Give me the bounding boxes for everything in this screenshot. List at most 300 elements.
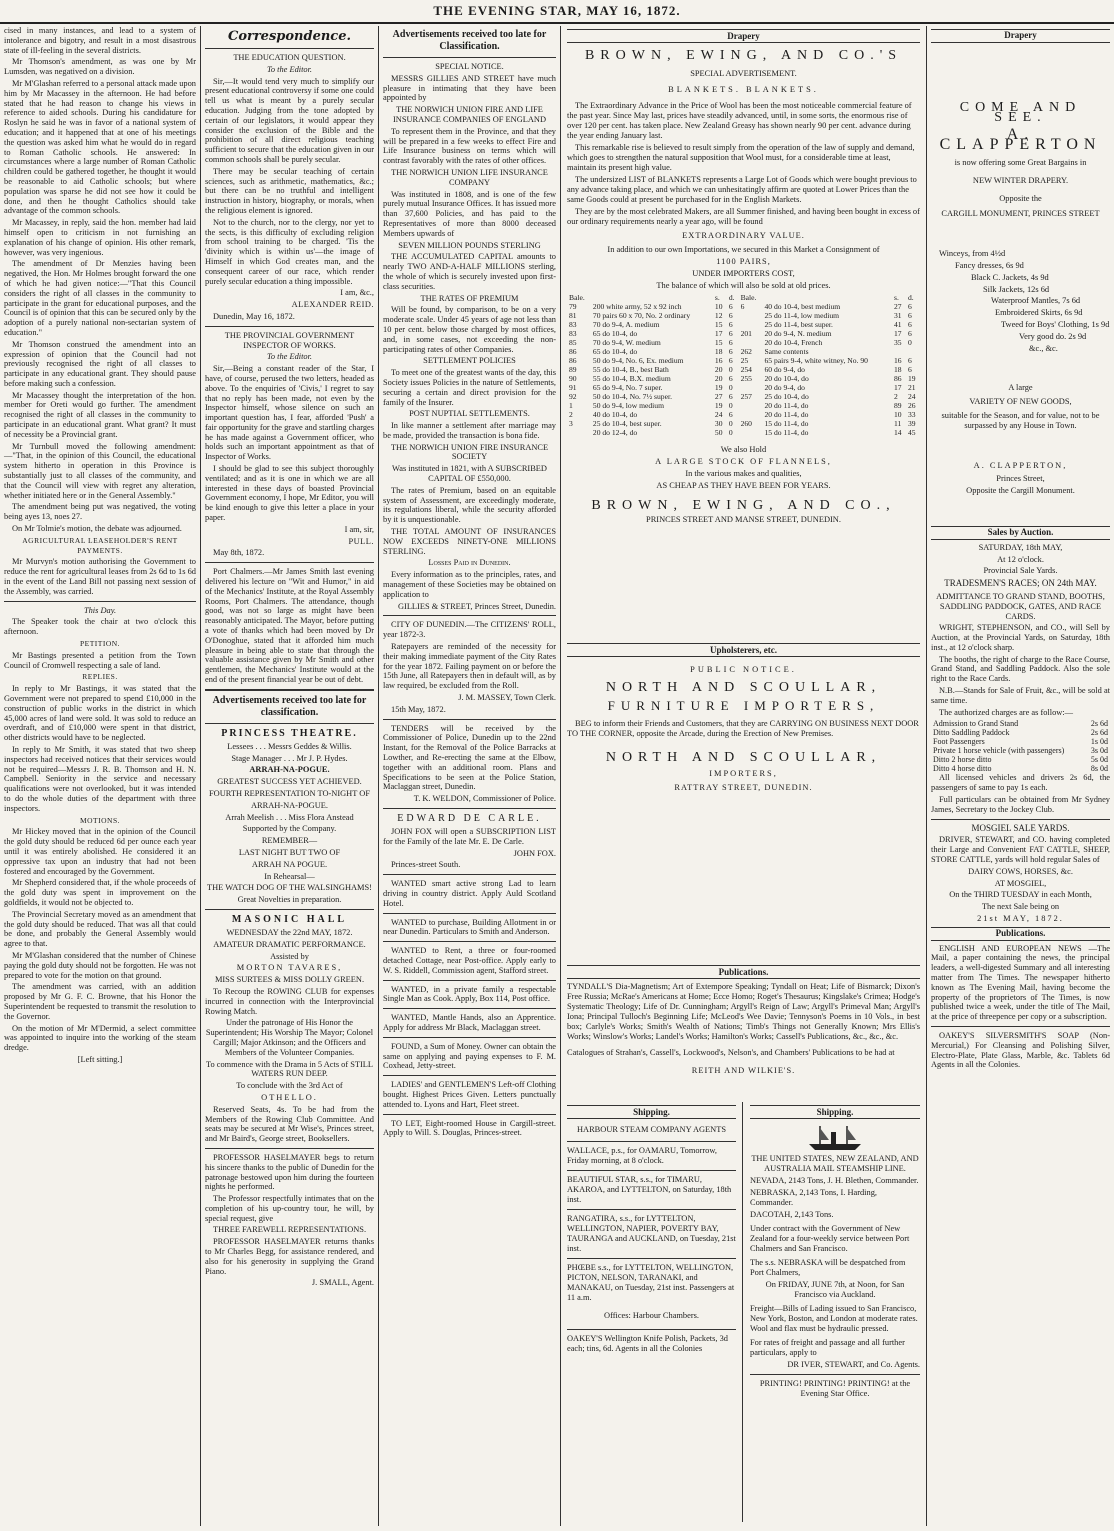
letter-paragraph: Sir,—Being a constant reader of the Star, I have, of course, perused the two letters, headed as above. To the enquiries of 'Civis,' I regret to say that no reply has been made, not even by the Inspector himself, whose silence on such an important question has, I fear, afforded 'Push' a fair opportunity for the grave and startling charges he has made against a Government officer, who holds such an important appointment as that of Inspector of Works. bbox=[205, 364, 374, 462]
ship-agent: DR IVER, STEWART, and Co. Agents. bbox=[787, 1360, 920, 1369]
table-cell: 12 bbox=[714, 311, 723, 320]
at-mosgiel: AT MOSGIEL, bbox=[994, 878, 1047, 888]
table-cell: 0 bbox=[728, 401, 733, 410]
section-label: Publications. bbox=[567, 965, 920, 979]
section-label: Publications. bbox=[931, 927, 1110, 941]
divider bbox=[205, 689, 374, 691]
table-cell: 17 bbox=[894, 383, 902, 392]
section-label: Drapery bbox=[931, 29, 1110, 43]
article-paragraph: Mr Shepherd considered that, if the whole proceeds of the gold duty was spent in improvement on the goldfields, it would not be objected to. bbox=[4, 878, 196, 907]
ship-name: NEBRASKA, 2,143 Tons, I. Harding, Commander. bbox=[750, 1188, 877, 1207]
classified-ad: WANTED, in a private family a respectable Single Man as Cook. Apply, Box 114, Post office. bbox=[383, 984, 556, 1004]
table-cell: 79 bbox=[569, 302, 577, 311]
we-hold: We also Hold bbox=[720, 445, 767, 454]
table-cell bbox=[739, 428, 763, 437]
importers: IMPORTERS, bbox=[709, 769, 778, 778]
ad-text: MESSRS GILLIES AND STREET have much pleasure in intimating that they have been appointed by bbox=[383, 73, 556, 103]
masonic-line: MORTON TAVARES, bbox=[236, 963, 343, 973]
auction-text: DRIVER, STEWART, and CO. having completed their Large and Convenient FAT CATTLE, SHEEP, STORE CATTLE, yards will hold regular Sales of bbox=[931, 835, 1110, 865]
divider bbox=[383, 615, 556, 616]
blankets-heading: BLANKETS. BLANKETS. bbox=[668, 85, 819, 94]
offering: is now offering some Great Bargains in bbox=[954, 157, 1087, 167]
signature-name: PULL. bbox=[348, 536, 374, 546]
table-cell: 31 bbox=[894, 311, 902, 320]
table-cell: 15 do 11-4, do bbox=[764, 419, 809, 428]
table-cell: 6 bbox=[728, 329, 733, 338]
haselmayer-text: THREE FAREWELL REPRESENTATIONS. bbox=[212, 1225, 367, 1235]
article-paragraph: On Mr Tolmie's motion, the debate was adjourned. bbox=[12, 524, 182, 534]
ship-offices: Offices: Harbour Chambers. bbox=[604, 1311, 699, 1320]
clapperton-opposite: Opposite the Cargill Monument. bbox=[966, 486, 1075, 496]
letter-date: May 8th, 1872. bbox=[213, 548, 265, 558]
ship-name: DACOTAH, 2,143 Tons. bbox=[750, 1210, 834, 1219]
table-cell bbox=[739, 410, 763, 419]
table-cell: 70 do 9-4, W. medium bbox=[592, 338, 661, 347]
table-row bbox=[567, 392, 920, 401]
intro-paragraph: The Extraordinary Advance in the Price of Wool has been the most noticeable commercial feature of the past year. Since May last, prices have steadily advanced, until, in some sorts, the enormous rise of over 120 per cent. has taken place. New Zealand Greasy has shown nearly 90 per cent. advance during the year ending January last. bbox=[567, 101, 912, 140]
table-cell: 81 bbox=[569, 311, 577, 320]
article-paragraph: In reply to Mr Smith, it was stated that two sheep inspectors had received notices that their services would not be required—Messrs J. R. B. Thomson and H. N. Campbell. Seniority in the service and necessary qualifications were not overlooked, but it was intended to do the whole duties of the department with three inspectors. bbox=[4, 744, 196, 813]
divider bbox=[383, 1114, 556, 1115]
article-paragraph: The amendment was carried, with an addition proposed by Mr G. F. C. Browne, that his Honor the Superintendent be requested to transmit the resolution to the Governor. bbox=[4, 982, 196, 1021]
flannels-3: AS CHEAP AS THEY HAVE BEEN FOR YEARS. bbox=[656, 481, 831, 490]
article-paragraph: Mr M'Glashan referred to a personal attack made upon him by Mr Macassey in the afternoon. He had before stated that he had reason to change his views in reference to aided schools. During his candidature for Roslyn he said he was in favor of a national system of education; and it happened that at one of his meetings the question was asked him what he would do in regard to Roman Catholic schools. He answered: In circumstances where a large number of Roman Catholic children could be gathered together, he thought it would be reasonable to aid Catholic schools; but where population was sparse he did not see how it could be done, and then he thought Catholics should take advantage of the common schools. bbox=[4, 78, 196, 216]
special-notice: SPECIAL NOTICE. bbox=[435, 62, 504, 71]
masonic-title: MASONIC HALL bbox=[231, 913, 348, 925]
table-cell: 16 bbox=[894, 356, 902, 365]
table-cell: 17 bbox=[894, 329, 902, 338]
table-row bbox=[567, 302, 920, 311]
table-cell: 20 bbox=[714, 365, 723, 374]
theatre-line: REMEMBER— bbox=[261, 836, 318, 846]
table-row bbox=[567, 419, 920, 428]
uphol-text: BEG to inform their Friends and Customers, that they are CARRYING ON BUSINESS NEXT DOOR TO THE CORNER, opposite the Arcade, during the Erection of New Premises. bbox=[567, 719, 919, 738]
auction-text: The authorized charges are as follow:— bbox=[939, 707, 1074, 717]
intro-paragraph: They are by the most celebrated Makers, are all Summer finished, and having been bought in excess of our ordinary requirements nearly a year ago, will be found bbox=[567, 207, 920, 226]
table-cell: 17 bbox=[714, 329, 723, 338]
ship-ad: BEAUTIFUL STAR, s.s., for TIMARU, AKAROA, and LYTTELTON, on Saturday, 18th inst. bbox=[567, 1175, 732, 1204]
divider bbox=[931, 819, 1110, 820]
table-cell: 0 bbox=[907, 338, 912, 347]
signature-name: ALEXANDER REID. bbox=[291, 300, 374, 310]
table-cell: 2 bbox=[894, 392, 898, 401]
table-cell bbox=[892, 347, 906, 356]
article-paragraph: cised in many instances, and lead to a system of intolerance and bigotry, and result in a most disastrous state of ill-feeling in the several districts. bbox=[4, 26, 196, 55]
section-label: Upholsterers, etc. bbox=[567, 643, 920, 657]
ad-heading: THE NORWICH UNION FIRE AND LIFE INSURANCE COMPANIES OF ENGLAND bbox=[392, 105, 546, 124]
table-cell: Same contents bbox=[764, 347, 809, 356]
table-cell: 50 bbox=[714, 428, 723, 437]
furniture-importers: FURNITURE IMPORTERS, bbox=[607, 698, 880, 713]
haselmayer-text: The Professor respectfully intimates that on the completion of his up-country tour, he will, by special request, give bbox=[205, 1194, 374, 1223]
table-cell: 50 do 9-4, No. 6, Ex. medium bbox=[592, 356, 684, 365]
table-cell: 20 do 11-4, do bbox=[764, 410, 809, 419]
clapperton-street: Princes Street, bbox=[996, 474, 1045, 484]
section-label: Shipping. bbox=[567, 1105, 736, 1119]
theatre-line: Supported by the Company. bbox=[242, 824, 337, 834]
table-cell: 5s 0d bbox=[1090, 755, 1108, 765]
theatre-manager: Stage Manager . . . Mr J. P. Hydes. bbox=[231, 753, 348, 763]
divider bbox=[205, 562, 374, 563]
section-label: Shipping. bbox=[750, 1105, 920, 1119]
public-notice: PUBLIC NOTICE. bbox=[690, 665, 797, 674]
price-table bbox=[567, 293, 920, 437]
table-cell: 6 bbox=[728, 392, 733, 401]
divider bbox=[567, 1170, 736, 1171]
firm-title: NORTH AND SCOULLAR, bbox=[605, 750, 882, 765]
table-cell: 90 bbox=[569, 374, 577, 383]
table-cell: 20 do 9-4, N. medium bbox=[764, 329, 832, 338]
column-2 bbox=[201, 26, 378, 1526]
ad-text: Every information as to the principles, rates, and management of these Societies may be obtained on application to bbox=[383, 570, 556, 599]
table-cell: 254 bbox=[740, 365, 752, 374]
auction-time: At 12 o'clock. bbox=[997, 554, 1044, 564]
shipping-block-2 bbox=[744, 1102, 926, 1522]
table-cell: 92 bbox=[569, 392, 577, 401]
table-cell: 14 bbox=[894, 428, 902, 437]
table-cell bbox=[739, 338, 763, 347]
to-editor: To the Editor. bbox=[266, 352, 313, 362]
firm-title: NORTH AND SCOULLAR, bbox=[605, 680, 882, 695]
consignment: In addition to our own Importations, we secured in this Market a Consignment of bbox=[607, 245, 880, 254]
ad-heading: THE NORWICH UNION FIRE INSURANCE SOCIETY bbox=[390, 442, 549, 462]
dairy: DAIRY COWS, HORSES, &c. bbox=[968, 866, 1073, 876]
correspondence-title: Correspondence. bbox=[227, 29, 352, 44]
table-cell: 1s 0d bbox=[1090, 737, 1108, 747]
masonic-line: To conclude with the 3rd Act of bbox=[236, 1081, 343, 1091]
flannels-2: In the various makes and qualities, bbox=[685, 469, 802, 478]
publications-block bbox=[561, 962, 926, 1100]
article-paragraph: Mr Macassey thought the interpretation of the hon. member for Oreti would go further. The amendment recognised the right of all classes in the community to participate in an educational grant. What grant? It must of necessity be a Provincial grant. bbox=[4, 390, 196, 439]
auction-text: N.B.—Stands for Sale of Fruit, &c., will be sold at same time. bbox=[931, 686, 1110, 705]
divider bbox=[383, 719, 556, 720]
table-cell: Ditto 2 horse ditto bbox=[933, 755, 992, 765]
shipping-block-1 bbox=[561, 1102, 743, 1522]
table-row bbox=[931, 746, 1110, 755]
price-item: Very good do. 2s 9d bbox=[1019, 331, 1087, 341]
masonic-line: Under the patronage of His Honor the Superintendent; His Worship The Mayor; Colonel Cargill; Major Atkinson; and the Officers and Members of the Volunteer Companies. bbox=[205, 1018, 374, 1057]
ship-ad: WALLACE, p.s., for OAMARU, Tomorrow, Friday morning, at 8 o'clock. bbox=[567, 1146, 717, 1165]
ship-despatch: The s.s. NEBRASKA will be despatched from Port Chalmers, bbox=[750, 1258, 906, 1277]
opposite: Opposite the bbox=[999, 193, 1042, 203]
ship-rates: For rates of freight and passage and all further particulars, apply to bbox=[750, 1338, 905, 1357]
firm-address: PRINCES STREET AND MANSE STREET, DUNEDIN. bbox=[646, 515, 841, 524]
table-cell: 6 bbox=[728, 347, 733, 356]
classified-ad: WANTED, Mantle Hands, also an Apprentice. Apply for address Mr Black, Maclaggan street. bbox=[383, 1013, 556, 1032]
article-paragraph: The Speaker took the chair at two o'clock this afternoon. bbox=[4, 617, 196, 637]
table-cell: 19 bbox=[907, 374, 916, 383]
table-cell: 2s 6d bbox=[1090, 728, 1108, 738]
letter-paragraph: There may be secular teaching of certain sciences, such as arithmetic, mathematics, &c.; but there can be no truthful and intelligent instruction in history, biography, or morals, when the religious element is ignored. bbox=[205, 166, 374, 215]
ad-text: THE TOTAL AMOUNT OF INSURANCES NOW EXCEEDS NINETY-ONE MILLIONS STERLING. bbox=[383, 527, 556, 556]
table-cell: 262 bbox=[740, 347, 752, 356]
drapery-block bbox=[561, 26, 926, 638]
theatre-lessees: Lessees . . . Messrs Geddes & Willis. bbox=[227, 741, 352, 751]
divider bbox=[4, 601, 196, 602]
divider bbox=[383, 913, 556, 914]
table-cell: 83 bbox=[569, 329, 577, 338]
classified-ad: WANTED smart active strong Lad to learn driving in country district. Apply Auld Scotland Hotel. bbox=[383, 879, 556, 908]
table-cell: 3s 0d bbox=[1090, 746, 1108, 756]
table-header bbox=[591, 293, 713, 302]
ad-text: THE ACCUMULATED CAPITAL amounts to nearly TWO AND-A-HALF MILLIONS sterling, the whole of which is securely invested upon first-class securities. bbox=[383, 252, 556, 291]
table-cell: 3 bbox=[569, 419, 573, 428]
theatre-line: FOURTH REPRESENTATION TO-NIGHT OF bbox=[209, 789, 370, 798]
decarle-title: EDWARD DE CARLE. bbox=[397, 812, 542, 824]
ads-heading: Advertisements received too late for classification. bbox=[212, 694, 367, 718]
pubs-reith: REITH AND WILKIE'S. bbox=[691, 1066, 796, 1076]
table-header: d. bbox=[907, 293, 914, 302]
table-cell: 6 bbox=[728, 356, 733, 365]
table-cell: 6 bbox=[907, 302, 912, 311]
ad-text: CITY OF DUNEDIN.—The CITIZENS' ROLL, year 1872-3. bbox=[383, 620, 556, 640]
next-sale: The next Sale being on bbox=[981, 902, 1060, 912]
table-cell: 0 bbox=[728, 419, 733, 428]
table-row bbox=[567, 383, 920, 392]
haselmayer-sign: J. SMALL, Agent. bbox=[311, 1278, 374, 1288]
flannels: A LARGE STOCK OF FLANNELS, bbox=[655, 457, 832, 466]
article-paragraph: Mr Macassey, in reply, said the hon. member had laid himself open to criticism in not furnishing an explanation of his change of opinion. His other remark, however, was very ingenious. bbox=[4, 218, 196, 257]
special-ad: SPECIAL ADVERTISEMENT. bbox=[690, 69, 797, 78]
table-cell: 19 bbox=[714, 401, 723, 410]
under-cost: UNDER IMPORTERS COST, bbox=[692, 269, 795, 278]
ship-date: On FRIDAY, JUNE 7th, at Noon, for San Francisco via Auckland. bbox=[765, 1280, 905, 1299]
article-paragraph: Mr Murvyn's motion authorising the Government to reduce the rent for agricultural leases from 2s 6d to 1s 6d in the event of the Land Bill not passing next session of the Assembly, was carried. bbox=[4, 557, 196, 596]
masonic-line: MISS SURTEES & MISS DOLLY GREEN. bbox=[214, 975, 365, 985]
table-cell: 70 pairs 60 x 70, No. 2 ordinary bbox=[592, 311, 691, 320]
table-cell: 41 bbox=[894, 320, 902, 329]
letter-paragraph: Sir,—It would tend very much to simplify our present educational controversy if some one could tell us what is meant by a purely secular education. Judging from the tone adopted by certain of our legislators, it would appear they consider the exclusion of the Bible and the prohibition of all direct religious teaching sufficient to secure that the education given in our common schools shall be purely secular. bbox=[205, 76, 374, 164]
firm-sign: BROWN, EWING, AND CO., bbox=[591, 498, 896, 513]
charges-table bbox=[931, 719, 1110, 773]
ad-sign: T. K. WELDON, Commissioner of Police. bbox=[413, 794, 556, 804]
table-cell: Ditto Saddling Paddock bbox=[933, 728, 1010, 738]
article-paragraph: Mr M'Glashan considered that the number of Chinese paying the gold duty should not be forgotten. He was not prepared to vote for the motion on that ground. bbox=[4, 950, 196, 980]
table-cell: 16 bbox=[714, 356, 723, 365]
ship-ad: RANGATIRA, s.s., for LYTTELTON, WELLINGTON, NAPIER, POVERTY BAY, TAURANGA and AUCKLAND, on Tuesday, 21st inst. bbox=[567, 1214, 736, 1253]
theatre-line: THE WATCH DOG OF THE WALSINGHAMS! bbox=[207, 883, 372, 893]
intro-paragraph: This remarkable rise is believed to result simply from the operation of the law of supply and demand, which goes to strengthen the natural supposition that Wool must, for a considerable time at least, maintain its present high value. bbox=[567, 143, 915, 172]
ad-text: Princes-street South. bbox=[391, 860, 461, 870]
table-cell: 65 do 10-4, do bbox=[592, 329, 638, 338]
theatre-play: ARRAH-NA-POGUE. bbox=[249, 765, 330, 775]
auction-text: Full particulars can be obtained from Mr Sydney James, Secretary to the Jockey Club. bbox=[931, 795, 1110, 814]
theatre-line: Great Novelties in preparation. bbox=[237, 895, 342, 905]
pubs-text: TYNDALL'S Dia-Magnetism; Art of Extempore Speaking; Tyndall on Heat; Life of Bismarck; Dixon's Free Russia; McRae's Americans at Home; Ecce Homo; Roget's Thesaurus; Kingslake's Crimea; Hodge's Systematic Theology; Life of Dr. Cunningham; Argyll's Reign of Law; Argyll's Primeval Man; Argyll's Iona; Principal Tulloch's Beginning Life; McLeod's Wee Davie; Tennyson's Poems in 10 Vols., in best box; Carlyle's Works; Smith's Wealth of Nations; Timb's Things not Generally Known; Mrs Ellis's Works; Winslow's Works; Landel's Works; Hamilton's Works; Cassell's Publications, &c., &c., &c. bbox=[567, 982, 920, 1041]
price-item: Embroidered Skirts, 6s 9d bbox=[995, 308, 1083, 318]
subheading: This Day. bbox=[83, 605, 117, 615]
table-cell: 20 do 10-4, do bbox=[764, 374, 809, 383]
table-cell: 1 bbox=[569, 401, 573, 410]
table-cell: 257 bbox=[740, 392, 752, 401]
table-cell: 60 do 9-4, do bbox=[764, 365, 805, 374]
table-cell: 15 bbox=[714, 320, 723, 329]
winter-drapery: NEW WINTER DRAPERY. bbox=[972, 175, 1069, 185]
theatre-line: LAST NIGHT BUT TWO OF bbox=[238, 847, 341, 857]
table-cell: 2s 6d bbox=[1090, 719, 1108, 729]
table-cell bbox=[739, 320, 763, 329]
classified-ad: LADIES' and GENTLEMEN'S Left-off Clothing bought. Highest Prices Given. Letters punctually attended to. Lyons and Hart, Fleet street. bbox=[383, 1080, 556, 1109]
article-paragraph: Mr Bastings presented a petition from the Town Council of Cromwell respecting a sale of land. bbox=[4, 650, 196, 670]
classified-ad: WANTED to Rent, a three or four-roomed detached Cottage, near Post-office. Apply early to W. S. Riddell, Commission agent, Stafford street. bbox=[383, 946, 556, 975]
steamship-icon bbox=[805, 1122, 865, 1152]
article-paragraph: Mr Thomson construed the amendment into an expression of opinion that the Council had not previously recognised the right of all classes to participate in any educational grant. They should pause before making such a confession. bbox=[4, 339, 196, 388]
auction-text: WRIGHT, STEPHENSON, and CO., will Sell by Auction, at the Provincial Yards, on Saturday, 18th inst., at 12 o'clock sharp. bbox=[931, 623, 1110, 652]
table-cell: 65 do 9-4, No. 7 super. bbox=[592, 383, 663, 392]
table-cell: 85 bbox=[569, 338, 577, 347]
pubs-catalogues: Catalogues of Strahan's, Cassell's, Lockwood's, Nelson's, and Chambers' Publications to be had at bbox=[567, 1048, 895, 1057]
table-cell: 70 do 9-4, A. medium bbox=[592, 320, 660, 329]
table-cell: 50 do 9-4, low medium bbox=[592, 401, 664, 410]
table-row bbox=[567, 365, 920, 374]
column-3 bbox=[379, 26, 560, 1526]
firm-title: BROWN, EWING, AND CO.'S bbox=[584, 48, 903, 63]
classified-ad: FOUND, a Sum of Money. Owner can obtain the same on applying and paying expenses to F. M. Coxhead, Jetty-street. bbox=[383, 1041, 556, 1071]
table-cell: 20 do 12-4, do bbox=[592, 428, 638, 437]
auction-text: The booths, the right of charge to the Race Course, Grand Stand, and Saddling Paddock. Also the sole right to the Race Cards. bbox=[931, 654, 1110, 684]
masonic-line: AMATEUR DRAMATIC PERFORMANCE. bbox=[213, 939, 366, 949]
clapperton-title: A. CLAPPERTON bbox=[939, 126, 1102, 154]
table-header: s. bbox=[714, 293, 720, 302]
table-cell: 2 bbox=[569, 410, 573, 419]
races: TRADESMEN'S RACES; ON 24th MAY. bbox=[944, 578, 1097, 589]
table-cell: 6 bbox=[907, 329, 912, 338]
table-cell: 21 bbox=[907, 383, 916, 392]
divider bbox=[383, 874, 556, 875]
masonic-line: Assisted by bbox=[270, 951, 309, 961]
table-row bbox=[567, 311, 920, 320]
table-row bbox=[567, 428, 920, 437]
upholsterers-block bbox=[561, 640, 926, 960]
divider bbox=[383, 980, 556, 981]
table-cell: 8s 0d bbox=[1090, 764, 1108, 774]
signature: I am, sir, bbox=[344, 524, 374, 534]
divider bbox=[567, 1209, 736, 1210]
divider bbox=[567, 1258, 736, 1259]
masonic-line: OTHELLO. bbox=[261, 1092, 318, 1102]
table-cell: 50 do 10-4, No. 7½ super. bbox=[592, 392, 672, 401]
monument: CARGILL MONUMENT, PRINCES STREET bbox=[941, 209, 1100, 219]
a-large: A large bbox=[1008, 383, 1033, 393]
left-sitting: [Left sitting.] bbox=[77, 1054, 123, 1064]
table-cell: 0 bbox=[728, 383, 733, 392]
table-cell: 15 bbox=[714, 338, 723, 347]
table-cell: 6 bbox=[728, 320, 733, 329]
table-cell: 6 bbox=[728, 374, 733, 383]
ad-text: The rates of Premium, based on an equitable system of Assessment, are exceedingly moderate, its regulations liberal, while the security afforded by it is unquestionable. bbox=[383, 485, 556, 525]
table-cell: 40 do 10-4, do bbox=[592, 410, 638, 419]
price-item: Silk Jackets, 12s 6d bbox=[983, 284, 1050, 294]
table-cell: 6 bbox=[907, 311, 912, 320]
divider bbox=[750, 1374, 920, 1375]
table-row bbox=[931, 719, 1110, 728]
table-cell: 65 do 10-4, do bbox=[592, 347, 638, 356]
table-row bbox=[931, 728, 1110, 737]
ad-text: In like manner a settlement after marriage may be made, provided the transaction is bona fide. bbox=[383, 421, 556, 440]
table-cell: 25 bbox=[740, 356, 749, 365]
masthead: THE EVENING STAR, MAY 16, 1872. bbox=[0, 0, 1114, 24]
table-cell: 11 bbox=[894, 419, 902, 428]
letter-date: Dunedin, May 16, 1872. bbox=[213, 311, 295, 321]
table-cell: 30 bbox=[714, 419, 723, 428]
ad-heading: SETTLEMENT POLICIES bbox=[423, 356, 516, 366]
ad-sign: JOHN FOX. bbox=[513, 848, 556, 858]
table-cell: 18 bbox=[714, 347, 723, 356]
haselmayer-text: PROFESSOR HASELMAYER returns thanks to Mr Charles Begg, for assistance rendered, and also for his generosity in supplying the Grand Piano. bbox=[205, 1237, 374, 1276]
table-cell: 19 bbox=[714, 383, 723, 392]
table-row bbox=[931, 737, 1110, 746]
ad-text: To meet one of the greatest wants of the day, this Society issues Policies in the nature of Settlements, securing a certain and direct provision for the family of the Insurer. bbox=[383, 368, 556, 407]
table-cell: 6 bbox=[728, 311, 733, 320]
table-cell: 89 bbox=[569, 365, 577, 374]
table-cell: 55 do 10-4, B.X. medium bbox=[592, 374, 671, 383]
letter-paragraph: Not to the church, nor to the clergy, nor yet to the sects, is this difficulty of excluding religion from school training to be charged. 'Tis the 'divinity which is within us'—the image of Himself in which God creates man, and the consequent career of our race, which render purely secular education a thing impossible. bbox=[205, 217, 374, 286]
theatre-line: GREATEST SUCCESS YET ACHIEVED. bbox=[217, 777, 362, 787]
theatre-line: ARRAH NA POGUE. bbox=[251, 859, 328, 869]
table-cell: 0 bbox=[728, 365, 733, 374]
table-cell: 260 bbox=[740, 419, 752, 428]
table-row bbox=[567, 347, 920, 356]
haselmayer-text: PROFESSOR HASELMAYER begs to return his sincere thanks to the public of Dunedin for the patronage bestowed upon him during the fourteen nights he performed. bbox=[205, 1152, 374, 1192]
theatre-title: PRINCESS THEATRE. bbox=[221, 727, 358, 739]
table-cell: Ditto 4 horse ditto bbox=[933, 764, 992, 774]
ad-sign: J. M. MASSEY, Town Clerk. bbox=[458, 693, 556, 703]
subheading: AGRICULTURAL LEASEHOLDER'S RENT PAYMENTS. bbox=[22, 535, 178, 555]
oakey-knife-polish: OAKEY'S Wellington Knife Polish, Packets, 3d each; tins, 6d. Agents in all the Colonies bbox=[567, 1334, 728, 1353]
table-row bbox=[567, 320, 920, 329]
suitable: suitable for the Season, and for value, not to be surpassed by any House in Town. bbox=[941, 410, 1100, 430]
admittance: ADMITTANCE TO GRAND STAND, BOOTHS, SADDLING PADDOCK, GATES, AND RACE CARDS. bbox=[936, 591, 1105, 621]
table-cell: 40 do 10-4, best medium bbox=[764, 302, 841, 311]
table-cell: 55 do 10-4, B., best Bath bbox=[592, 365, 669, 374]
printing-ad: PRINTING! PRINTING! PRINTING! at the Evening Star Office. bbox=[759, 1379, 911, 1398]
ad-heading: Losses Paid in Dunedin. bbox=[428, 558, 511, 568]
article-paragraph: Mr Turnbull moved the following amendment:—"That, in the opinion of this Council, the educational system hitherto in operation in this Province is substantially just to all classes of the community, and that the Council will view with regret any alteration, whether initiated here or in the General Assembly." bbox=[4, 441, 196, 500]
table-cell: 24 bbox=[714, 410, 723, 419]
to-editor: To the Editor. bbox=[266, 64, 313, 74]
table-cell: 25 do 11-4, best super. bbox=[764, 320, 833, 329]
table-cell: 65 pairs 9-4, white witney, No. 90 bbox=[764, 356, 868, 365]
come-and-see: COME AND SEE. bbox=[959, 99, 1082, 125]
table-cell: 6 bbox=[907, 320, 912, 329]
column-5 bbox=[927, 26, 1114, 1526]
price-item: Tweed for Boys' Clothing, 1s 9d bbox=[1001, 319, 1110, 329]
table-cell: 255 bbox=[740, 374, 752, 383]
divider bbox=[383, 57, 556, 58]
table-cell: 10 bbox=[894, 410, 902, 419]
price-item: &c., &c. bbox=[1029, 343, 1058, 353]
table-cell: 86 bbox=[894, 374, 902, 383]
table-cell: 20 do 11-4, do bbox=[764, 401, 809, 410]
price-item: Winceys, from 4½d bbox=[939, 249, 1006, 259]
third-tuesday: On the THIRD TUESDAY in each Month, bbox=[949, 890, 1092, 900]
price-item: Fancy dresses, 6s 9d bbox=[955, 260, 1024, 270]
table-cell: 0 bbox=[728, 428, 733, 437]
table-cell: 91 bbox=[569, 383, 577, 392]
table-cell: 25 do 10-4, best super. bbox=[592, 419, 662, 428]
divider bbox=[383, 1075, 556, 1076]
table-cell bbox=[739, 311, 763, 320]
article-paragraph: The amendment being put was negatived, the voting being ayes 13, noes 27. bbox=[4, 502, 196, 522]
masonic-line: WEDNESDAY the 22nd MAY, 1872. bbox=[226, 927, 353, 937]
table-cell: 24 bbox=[907, 392, 916, 401]
section-label: Drapery bbox=[567, 29, 920, 43]
ad-text: TENDERS will be received by the Commissioner of Police, Dunedin up to the 22nd Instant, for the Removal of the Police Barracks at Lowther, and Re-erecting the same at the Elbow, together with an additional room. Plans and Specifications to be seen at the Police Station, Maclaggan street, Dunedin. bbox=[383, 723, 556, 792]
table-cell: 10 bbox=[714, 302, 723, 311]
table-cell: 6 bbox=[907, 365, 912, 374]
divider bbox=[567, 1329, 736, 1330]
table-cell: 89 bbox=[894, 401, 902, 410]
